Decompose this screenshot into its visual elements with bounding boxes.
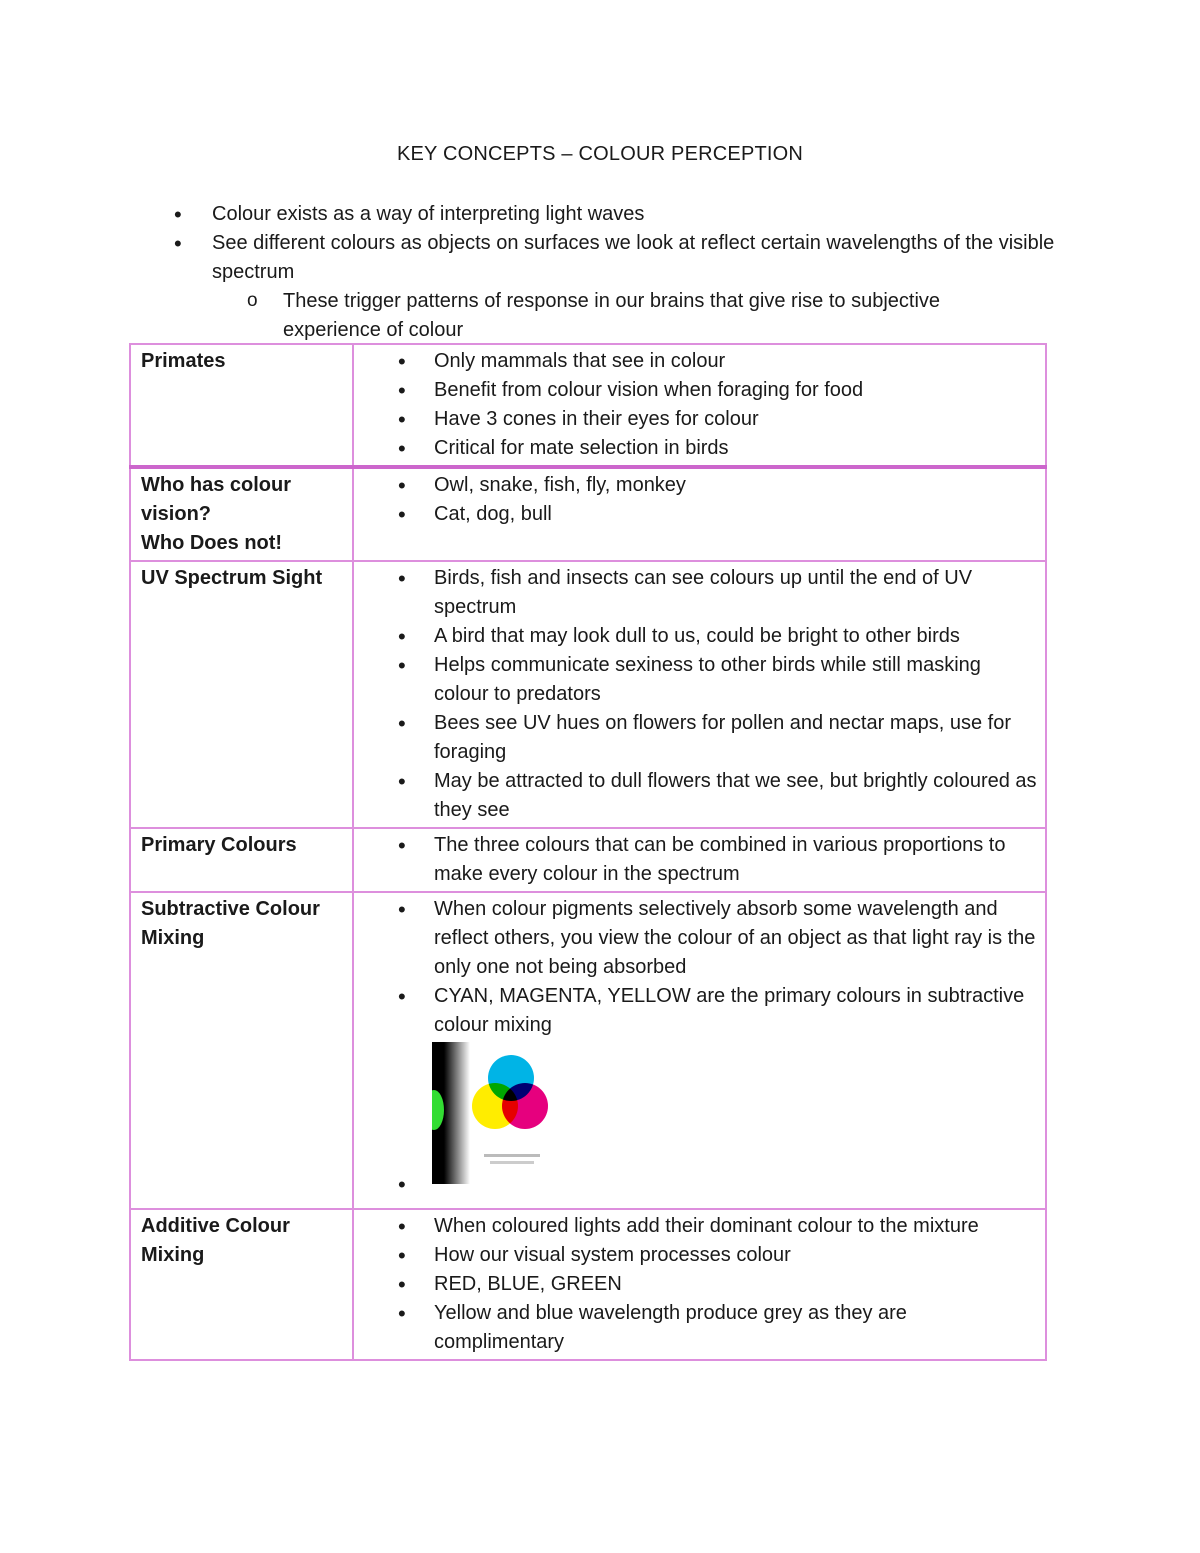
point-list xyxy=(354,1212,1037,1357)
intro-bullet: • Colour exists as a way of interpreting light waves xyxy=(0,200,1200,229)
list-item: • Owl, snake, fish, fly, monkey xyxy=(354,471,1037,500)
figure-wrapper xyxy=(354,1042,1037,1197)
list-item: • Benefit from colour vision when foraging for food xyxy=(354,376,1037,405)
list-item: • The three colours that can be combined in various proportions to make every colour in the spectrum xyxy=(354,831,1037,889)
subtractive-mixing-venn-icon xyxy=(432,1042,567,1184)
intro-bullet: • See different colours as objects on surfaces we look at reflect certain wavelengths of the visible spectrum xyxy=(0,229,1200,287)
list-item: • Only mammals that see in colour xyxy=(354,347,1037,376)
term-cell: Primates xyxy=(130,344,353,467)
intro-list xyxy=(0,200,1200,345)
term-line: Who Does not! xyxy=(141,532,283,554)
term-cell: UV Spectrum Sight xyxy=(130,561,353,828)
description-cell xyxy=(353,344,1046,467)
intro-section xyxy=(0,200,1200,345)
table-row xyxy=(130,892,1046,1209)
table-row xyxy=(130,1209,1046,1360)
point-list xyxy=(354,564,1037,825)
description-cell xyxy=(353,892,1046,1209)
list-item: • Yellow and blue wavelength produce grey as they are complimentary xyxy=(354,1299,1037,1357)
table-row xyxy=(130,561,1046,828)
list-item: • How our visual system processes colour xyxy=(354,1241,1037,1270)
list-item: • May be attracted to dull flowers that we see, but brightly coloured as they see xyxy=(354,767,1037,825)
page-title: KEY CONCEPTS – COLOUR PERCEPTION xyxy=(396,143,804,165)
list-item: • Cat, dog, bull xyxy=(354,500,1037,529)
term-cell: Additive Colour Mixing xyxy=(130,1209,353,1360)
term-cell: Primary Colours xyxy=(130,828,353,892)
caption-line xyxy=(490,1161,534,1164)
point-list xyxy=(354,471,1037,529)
caption-line xyxy=(484,1154,540,1157)
list-item: • Critical for mate selection in birds xyxy=(354,434,1037,463)
table-row xyxy=(130,344,1046,467)
point-list xyxy=(354,895,1037,1040)
list-item: • Have 3 cones in their eyes for colour xyxy=(354,405,1037,434)
list-item: • When coloured lights add their dominant colour to the mixture xyxy=(354,1212,1037,1241)
list-item: • Bees see UV hues on flowers for pollen and nectar maps, use for foraging xyxy=(354,709,1037,767)
list-item: • Birds, fish and insects can see colours up until the end of UV spectrum xyxy=(354,564,1037,622)
term-cell xyxy=(130,467,353,561)
description-cell xyxy=(353,467,1046,561)
list-item: • CYAN, MAGENTA, YELLOW are the primary colours in subtractive colour mixing xyxy=(354,982,1037,1040)
list-item: • A bird that may look dull to us, could be bright to other birds xyxy=(354,622,1037,651)
list-item: • When colour pigments selectively absorb some wavelength and reflect others, you view the colour of an object as that light ray is the only one not being absorbed xyxy=(354,895,1037,982)
term-line: Who has colour vision? xyxy=(141,474,291,525)
point-list xyxy=(354,347,1037,463)
term-cell: Subtractive Colour Mixing xyxy=(130,892,353,1209)
magenta-circle xyxy=(502,1083,548,1129)
point-list xyxy=(354,831,1037,889)
concepts-table xyxy=(129,343,1047,1361)
venn-diagram-graphic xyxy=(432,1042,567,1184)
list-item: • RED, BLUE, GREEN xyxy=(354,1270,1037,1299)
gradient-strip xyxy=(444,1042,470,1184)
intro-sub-bullet: o These trigger patterns of response in our brains that give rise to subjective experience of colour xyxy=(0,287,1200,345)
description-cell xyxy=(353,1209,1046,1360)
table-row xyxy=(130,467,1046,561)
bullet-icon: • xyxy=(398,1172,406,1197)
table-row xyxy=(130,828,1046,892)
description-cell xyxy=(353,561,1046,828)
description-cell xyxy=(353,828,1046,892)
list-item: • Helps communicate sexiness to other birds while still masking colour to predators xyxy=(354,651,1037,709)
